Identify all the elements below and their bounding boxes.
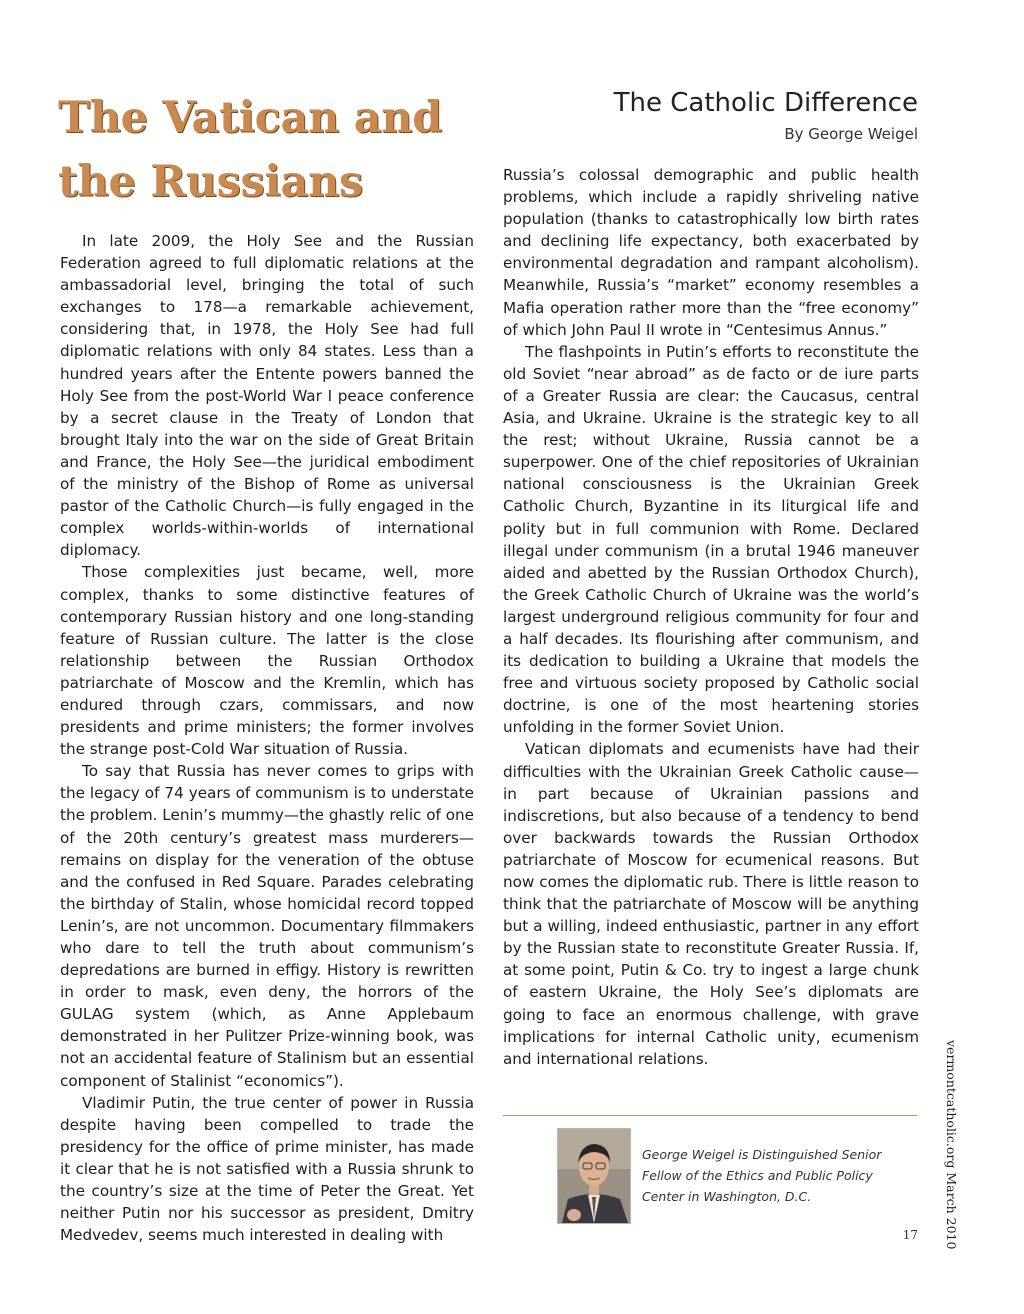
paragraph: Vladimir Putin, the true center of power in Russia despite having been compelled to trade the presidency for the office of prime minister, has made it clear that he is not satisfied with a Russia shrunk to the country’s size at the time of Peter the Great. Yet neither Putin nor his successor as president, Dmitry Medvedev, seems much interested in dealing with — [60, 1093, 474, 1245]
paragraph: In late 2009, the Holy See and the Russian Federation agreed to full diplomatic relations at the ambassadorial level, bringing the total of such exchanges to 178—a remarkable achievement, considering that, in 1978, the Holy See had full diplomatic relations with only 84 states. Less than a hundred years after the Entente powers banned the Holy See from the post-World War I peace conference by a secret clause in the Treaty of London that brought Italy into the war on the side of Great Britain and France, the Holy See—the juridical embodiment of the ministry of the Bishop of Rome as universal pastor of the Catholic Church—is fully engaged in the complex worlds-within-worlds of international diplomacy. — [60, 232, 474, 560]
author-photo — [557, 1128, 631, 1224]
byline: By George Weigel — [784, 125, 918, 143]
paragraph: To say that Russia has never comes to grips with the legacy of 74 years of communism is to understate the problem. Lenin’s mummy—the ghastly relic of one of the 20th century’s greatest mass murderers—remains on display for the veneration of the obtuse and the confused in Red Square. Parades celebrating the birthday of Stalin, whose homicidal record topped Lenin’s, are not uncommon. Documentary filmmakers who dare to tell the truth about communism’s depredations are burned in effigy. History is rewritten in order to mask, even deny, the horrors of the GULAG system (which, as Anne Applebaum demonstrated in her Pulitzer Prize-winning book, was not an accidental feature of Stalinism but an essential component of Stalinist “economics”). — [60, 762, 474, 1090]
paragraph: Vatican diplomats and ecumenists have had their difficulties with the Ukrainian Greek Catholic cause—in part because of Ukrainian passions and indiscretions, but also because of a tendency to bend over backwards towards the Russian Orthodox patriarchate of Moscow for ecumenical reasons. But now comes the diplomatic rub. There is little reason to think that the patriarchate of Moscow will be anything but a willing, indeed enthusiastic, partner in any effort by the Russian state to reconstitute Greater Russia. If, at some point, Putin & Co. try to ingest a large chunk of eastern Ukraine, the Holy See’s diplomats are going to face an enormous challenge, with grave implications for internal Catholic unity, ecumenism and international relations. — [503, 740, 919, 1068]
paragraph: Russia’s colossal demographic and public health problems, which include a rapidly shriveling native population (thanks to catastrophically low birth rates and declining life expectancy, both exacerbated by environmental degradation and rampant alcoholism). Meanwhile, Russia’s “market” economy resembles a Mafia operation rather more than the “free economy” of which John Paul II wrote in “Centesimus Annus.” — [503, 166, 919, 339]
column-title: The Catholic Difference — [613, 88, 918, 118]
author-bio: George Weigel is Distinguished Senior Fellow of the Ethics and Public Policy Center in Washington, D.C. — [642, 1147, 882, 1204]
page-number: 17 — [902, 1228, 918, 1242]
right-column — [503, 164, 919, 1070]
paragraph: The flashpoints in Putin’s efforts to reconstitute the old Soviet “near abroad” as de facto or de iure parts of a Greater Russia are clear: the Caucasus, central Asia, and Ukraine. Ukraine is the strategic key to all the rest; without Ukraine, Russia cannot be a superpower. One of the chief repositories of Ukrainian national consciousness is the Ukrainian Greek Catholic Church, Byzantine in its liturgical life and polity but in full communion with Rome. Declared illegal under communism (in a brutal 1946 maneuver aided and abetted by the Russian Orthodox Church), the Greek Catholic Church of Ukraine was the world’s largest underground religious community for four and a half decades. Its flourishing after communism, and its dedication to building a Ukraine that models the free and virtuous society proposed by Catholic social doctrine, is one of the most heartening stories unfolding in the former Soviet Union. — [503, 342, 919, 737]
publication-sidebar — [937, 1040, 959, 1250]
left-column — [60, 230, 474, 1246]
divider-rule — [503, 1115, 917, 1116]
article-title: The Vatican and the Russians — [58, 93, 443, 207]
sidebar-text: vermontcatholic.org March 2010 — [944, 1040, 959, 1250]
paragraph: Those complexities just became, well, more complex, thanks to some distinctive features of contemporary Russian history and one long-standing feature of Russian culture. The latter is the close relationship between the Russian Orthodox patriarchate of Moscow and the Kremlin, which has endured through czars, commissars, and now presidents and prime ministers; the former involves the strange post-Cold War situation of Russia. — [60, 563, 474, 759]
